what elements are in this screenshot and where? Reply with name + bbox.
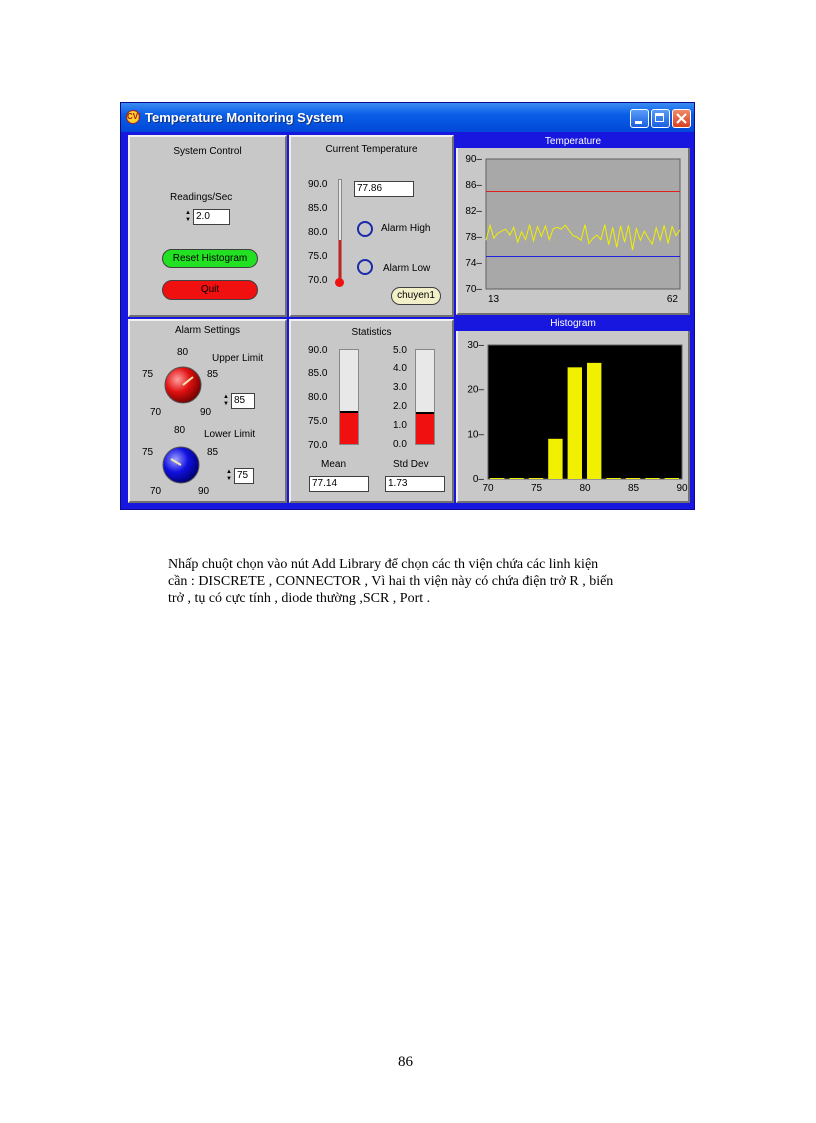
mean-tick-80: 80.0 (308, 392, 328, 403)
histogram-x-tick-label: 85 (627, 483, 640, 494)
readings-per-sec-input[interactable]: 2.0 (193, 209, 230, 225)
histogram-y-tick-label: 20– (467, 384, 484, 396)
readings-per-sec-label: Readings/Sec (170, 192, 233, 203)
histogram-bar (529, 478, 543, 479)
lower-knob-tick-80: 80 (174, 425, 186, 436)
paragraph-line-2: cần : DISCRETE , CONNECTOR , Vì hai th viện này có chứa điện trở R , biến (168, 574, 614, 589)
histogram-bar (568, 367, 582, 479)
histogram-bar (626, 478, 640, 479)
temperature-y-tick-label: 78– (465, 232, 482, 243)
alarm-low-label: Alarm Low (383, 263, 431, 274)
lower-knob-tick-85: 85 (207, 447, 219, 458)
temperature-plot-area (486, 159, 680, 289)
upper-knob-tick-90: 90 (200, 407, 212, 418)
upper-limit-knob[interactable] (163, 365, 203, 405)
close-icon (673, 110, 690, 127)
alarm-high-label: Alarm High (381, 223, 431, 234)
std-tick-5: 5.0 (393, 345, 407, 356)
alarm-high-led (357, 221, 373, 237)
temperature-x-tick-label: 62 (666, 294, 678, 305)
thermo-tick-75: 75.0 (308, 251, 328, 262)
alarm-settings-panel (128, 319, 287, 503)
histogram-bar (665, 478, 679, 479)
histogram-y-tick-label: 0– (472, 474, 484, 485)
window-title: Temperature Monitoring System (145, 110, 344, 125)
alarm-settings-title: Alarm Settings (174, 325, 241, 336)
minimize-button[interactable] (630, 109, 649, 128)
temperature-y-tick-label: 90– (465, 154, 482, 165)
system-control-title: System Control (173, 146, 242, 157)
std-tick-2: 2.0 (393, 401, 407, 412)
std-dev-value: 1.73 (385, 476, 445, 492)
upper-limit-spinner-icon[interactable]: ▲ ▼ (223, 394, 229, 407)
statistics-title: Statistics (351, 327, 392, 338)
readings-spinner-icon[interactable]: ▲ ▼ (185, 210, 191, 223)
histogram-bar (606, 478, 620, 479)
upper-knob-tick-80: 80 (177, 347, 189, 358)
minimize-icon (635, 121, 642, 124)
system-control-panel (128, 135, 287, 317)
std-tick-4: 4.0 (393, 363, 407, 374)
std-gauge-fill (416, 412, 434, 444)
upper-knob-tick-75: 75 (142, 369, 154, 380)
upper-limit-input[interactable]: 85 (231, 393, 255, 409)
current-temperature-title: Current Temperature (325, 144, 418, 155)
thermometer-fill (339, 240, 341, 279)
upper-limit-label: Upper Limit (212, 353, 264, 364)
std-tick-1: 1.0 (393, 420, 407, 431)
upper-knob-tick-85: 85 (207, 369, 219, 380)
histogram-x-tick-label: 80 (579, 483, 591, 494)
mean-tick-85: 85.0 (308, 368, 328, 379)
thermo-tick-85: 85.0 (308, 203, 328, 214)
mean-value: 77.14 (309, 476, 369, 492)
upper-knob-tick-70: 70 (150, 407, 162, 418)
std-tick-0: 0.0 (393, 439, 407, 450)
page-number: 86 (398, 1054, 413, 1070)
temperature-chart-title: Temperature (456, 135, 690, 148)
quit-button[interactable]: Quit (162, 280, 258, 300)
thermometer-bulb (335, 278, 344, 287)
app-window (120, 102, 695, 510)
title-bar (121, 103, 694, 132)
maximize-button[interactable] (651, 109, 670, 128)
histogram-x-tick-label: 70 (482, 483, 494, 494)
maximize-icon (655, 113, 664, 122)
paragraph-line-1: Nhấp chuột chọn vào nút Add Library để chọn các th viện chứa các linh kiện (168, 557, 599, 572)
current-temperature-value: 77.86 (354, 181, 414, 197)
app-logo-icon: CVI (126, 110, 140, 124)
histogram-x-tick-label: 90 (676, 483, 688, 494)
thermo-tick-70: 70.0 (308, 275, 328, 286)
temperature-y-tick-label: 74– (465, 258, 482, 269)
histogram-bar (587, 363, 601, 479)
histogram-chart-title: Histogram (456, 317, 690, 331)
temperature-x-tick-label: 13 (488, 294, 500, 305)
temperature-y-tick-label: 70– (465, 284, 482, 295)
lower-knob-tick-70: 70 (150, 486, 162, 497)
mean-gauge-fill (340, 411, 358, 444)
temperature-y-tick-label: 82– (465, 206, 482, 217)
histogram-plot-area (488, 345, 682, 479)
thermo-tick-90: 90.0 (308, 179, 328, 190)
temperature-y-tick-label: 86– (465, 180, 482, 191)
histogram-y-tick-label: 10– (467, 429, 484, 441)
mean-label: Mean (321, 459, 347, 470)
temperature-chart (458, 149, 688, 315)
lower-limit-input[interactable]: 75 (234, 468, 254, 484)
statistics-panel (289, 319, 454, 503)
histogram-y-tick-label: 30– (467, 340, 484, 351)
histogram-bar (490, 478, 504, 479)
close-button[interactable] (672, 109, 691, 128)
histogram-bar (509, 478, 523, 479)
mean-tick-90: 90.0 (308, 345, 328, 356)
thermo-tick-80: 80.0 (308, 227, 328, 238)
reset-histogram-button[interactable]: Reset Histogram (162, 249, 258, 268)
lower-limit-label: Lower Limit (204, 429, 256, 440)
lower-knob-tick-75: 75 (142, 447, 154, 458)
std-tick-3: 3.0 (393, 382, 407, 393)
histogram-chart (458, 331, 688, 501)
current-temperature-panel (289, 135, 454, 317)
histogram-chart-panel (456, 317, 690, 503)
alarm-low-led (357, 259, 373, 275)
chuyen1-button[interactable]: chuyen1 (391, 287, 441, 305)
std-dev-label: Std Dev (393, 459, 429, 470)
lower-knob-tick-90: 90 (198, 486, 210, 497)
histogram-x-tick-label: 75 (530, 483, 543, 494)
temperature-chart-panel (456, 135, 690, 315)
histogram-bar (548, 439, 562, 479)
lower-limit-knob[interactable] (161, 445, 201, 485)
paragraph-line-3: trở , tụ có cực tính , diode thường ,SCR , Port . (168, 591, 431, 606)
histogram-bar (645, 478, 659, 479)
mean-tick-75: 75.0 (308, 416, 328, 427)
mean-tick-70: 70.0 (308, 440, 328, 451)
lower-limit-spinner-icon[interactable]: ▲ ▼ (226, 469, 232, 482)
